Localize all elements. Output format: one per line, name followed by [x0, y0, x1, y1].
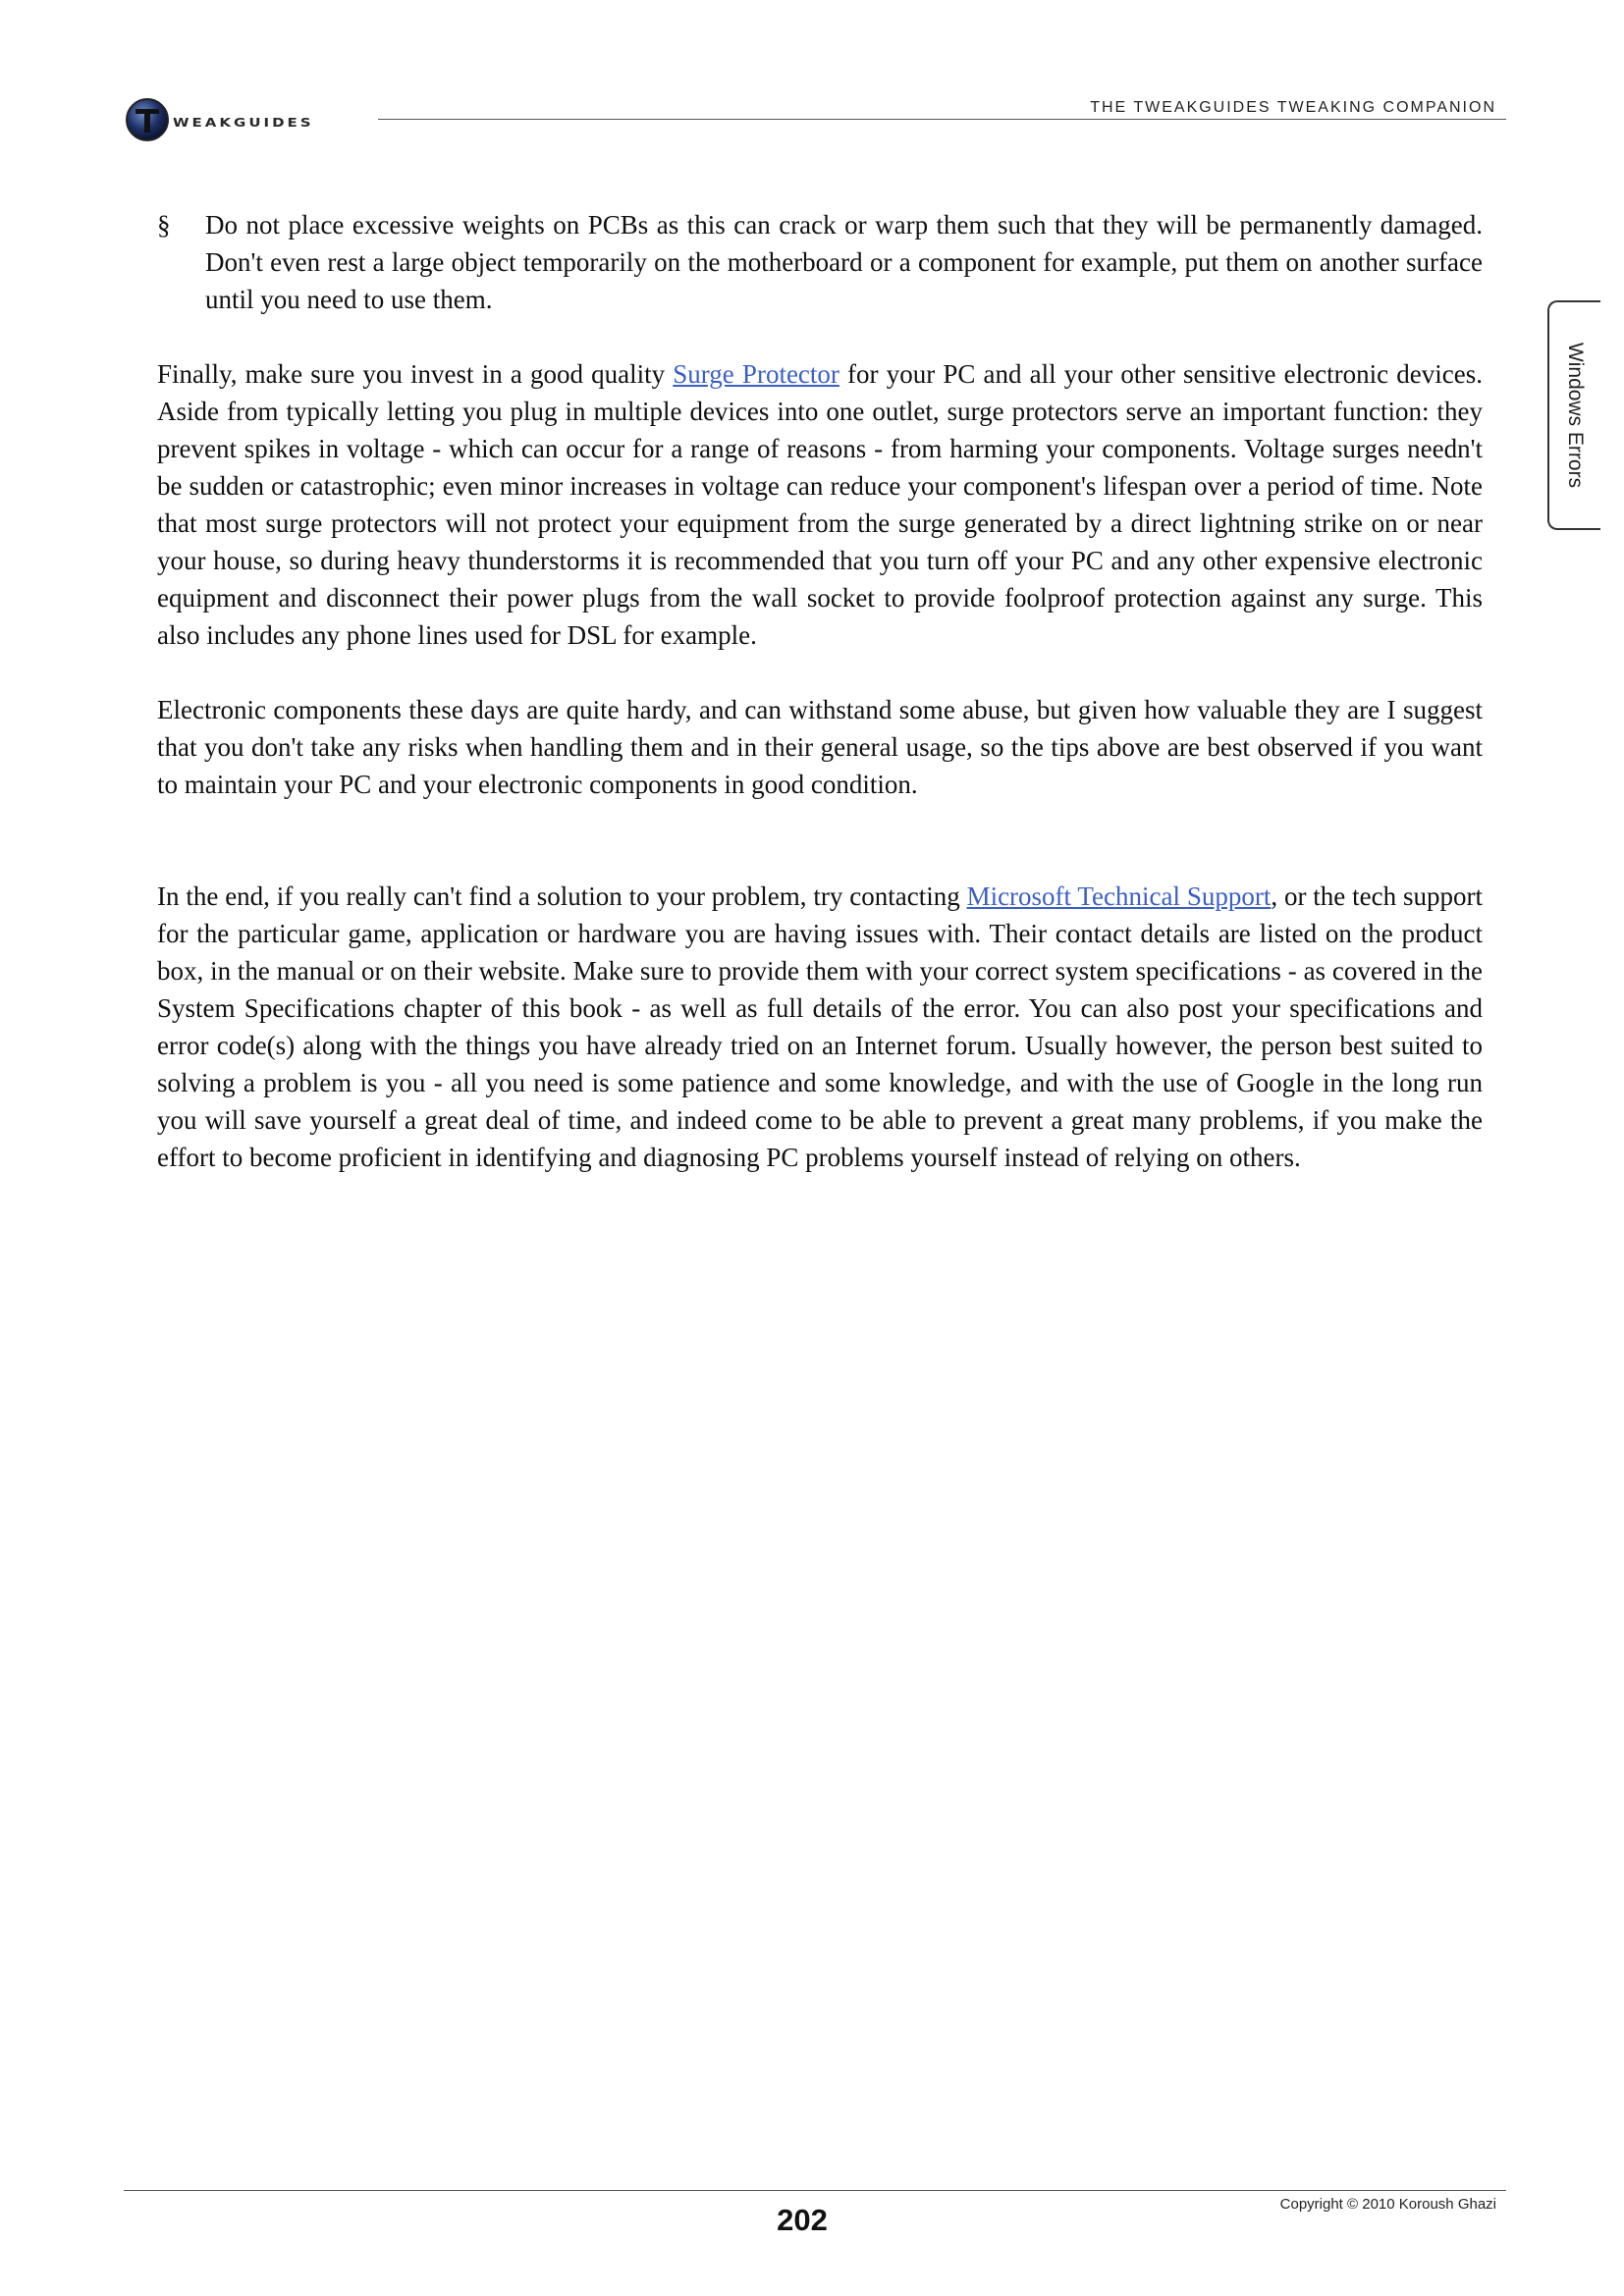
paragraph-technical-support — [157, 878, 1483, 1176]
bullet-text: Do not place excessive weights on PCBs as this can crack or warp them such that they will be permanently damaged. Don't even rest a large object temporarily on the motherboard or a component for example, put them on another surface until you need to use them. — [205, 210, 1483, 314]
paragraph-text: Finally, make sure you invest in a good quality — [157, 359, 674, 389]
logo-wordmark: WEAKGUIDES — [173, 115, 314, 131]
tweakguides-globe-icon — [124, 96, 171, 143]
bullet-item — [157, 206, 1483, 318]
header-divider — [378, 119, 1506, 120]
microsoft-technical-support-link[interactable]: Microsoft Technical Support — [966, 881, 1272, 911]
paragraph-text: for your PC and all your other sensitive electronic devices. Aside from typically letting you plug in multiple devices into one outlet, surge protectors serve an important function: they prevent spikes in voltage - which can occur for a range of reasons - from harming your components. Voltage surges needn't be sudden or catastrophic; even minor increases in voltage can reduce your component's lifespan over a period of time. Note that most surge protectors will not protect your equipment from the surge generated by a direct lightning strike on or near your house, so during heavy thunderstorms it is recommended that you turn off your PC and any other expensive electronic equipment and disconnect their power plugs from the wall socket to provide foolproof protection against any surge. This also includes any phone lines used for DSL for example. — [157, 359, 1483, 650]
body-content — [157, 206, 1483, 1176]
chapter-side-tab[interactable] — [1547, 300, 1600, 530]
page-number: 202 — [777, 2203, 828, 2237]
surge-protector-link[interactable]: Surge Protector — [673, 359, 839, 389]
paragraph-text: , or the tech support for the particular game, application or hardware you are having issues with. Their contact details are listed on the product box, in the manual or on their website. Make sure to provide them with your correct system specifications - as covered in the System Specifications chapter of this book - as well as full details of the error. You can also post your specifications and error code(s) along with the things you have already tried on an Internet forum. Usually however, the person best suited to solving a problem is you - all you need is some patience and some knowledge, and with the use of Google in the long run you will save yourself a great deal of time, and indeed come to be able to prevent a great many problems, if you make the effort to become proficient in identifying and diagnosing PC problems yourself instead of relying on others. — [157, 881, 1483, 1172]
paragraph-surge-protector — [157, 355, 1483, 654]
footer-divider — [124, 2190, 1506, 2191]
chapter-side-tab-label: Windows Errors — [1564, 342, 1587, 489]
section-bullet-symbol: § — [157, 210, 171, 240]
tweakguides-logo[interactable] — [124, 95, 359, 144]
paragraph-text: In the end, if you really can't find a solution to your problem, try contacting — [157, 881, 967, 911]
paragraph-electronic-components: Electronic components these days are quite hardy, and can withstand some abuse, but given how valuable they are I suggest that you don't take any risks when handling them and in their general usage, so the tips above are best observed if you want to maintain your PC and your electronic components in good condition. — [157, 695, 1483, 799]
running-header-title: THE TWEAKGUIDES TWEAKING COMPANION — [1090, 99, 1496, 116]
copyright-notice: Copyright © 2010 Koroush Ghazi — [1279, 2196, 1496, 2213]
